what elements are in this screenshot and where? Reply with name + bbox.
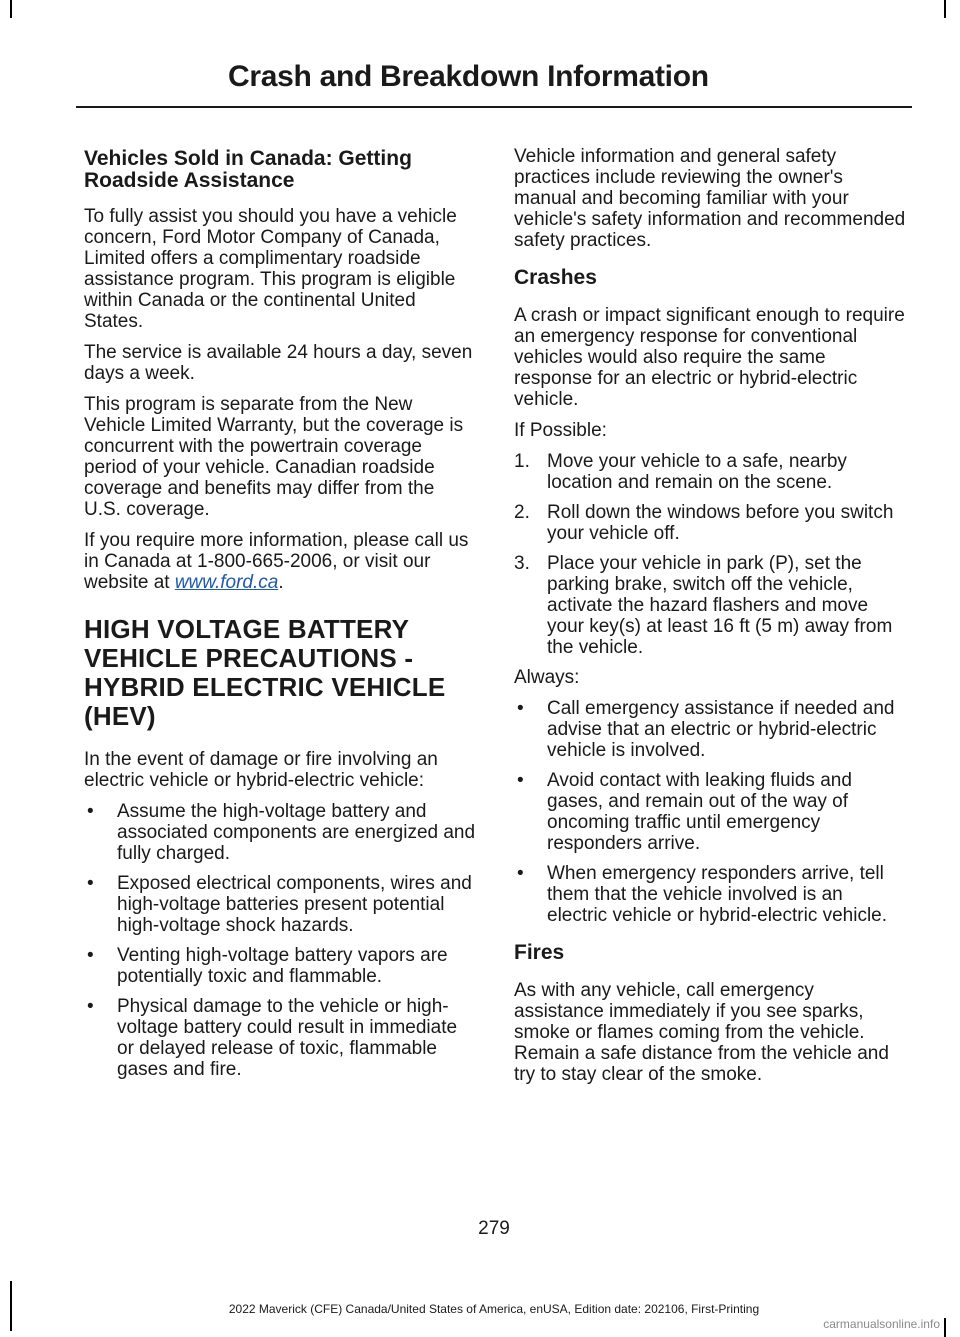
contact-text: If you require more information, please call us in Canada at 1-800-665-2006, or visit our website at bbox=[84, 530, 469, 593]
right-column bbox=[514, 146, 906, 1095]
list-item-text: Assume the high-voltage battery and associated components are energized and fully charged. bbox=[117, 801, 476, 864]
hev-precautions-heading: HIGH VOLTAGE BATTERY VEHICLE PRECAUTIONS - HYBRID ELECTRIC VEHICLE (HEV) bbox=[84, 614, 446, 731]
if-possible-label: If Possible: bbox=[514, 420, 607, 441]
roadside-assistance-heading: Vehicles Sold in Canada: Getting Roadside Assistance bbox=[84, 147, 412, 192]
contact-paragraph bbox=[84, 530, 476, 593]
page-number: 279 bbox=[478, 1218, 510, 1239]
page-title: Crash and Breakdown Information bbox=[228, 60, 709, 93]
step-number: 3. bbox=[514, 553, 530, 574]
list-item-text: Avoid contact with leaking fluids and gases, and remain out of the way of oncoming traffic until emergency responders arrive. bbox=[547, 770, 852, 854]
list-item bbox=[84, 996, 476, 1080]
step-number: 1. bbox=[514, 451, 530, 472]
crop-mark bbox=[10, 0, 12, 18]
header-rule bbox=[76, 106, 912, 108]
paragraph: In the event of damage or fire involving an electric vehicle or hybrid-electric vehicle: bbox=[84, 749, 438, 791]
ford-website-link[interactable]: www.ford.ca bbox=[174, 572, 279, 593]
list-item bbox=[84, 873, 476, 936]
always-bullet-list bbox=[514, 698, 906, 926]
left-column bbox=[84, 146, 476, 1089]
contact-text-end: . bbox=[278, 572, 284, 593]
bullet-marker: • bbox=[517, 863, 524, 884]
always-label: Always: bbox=[514, 667, 580, 688]
bullet-marker: • bbox=[87, 873, 94, 894]
edition-footer: 2022 Maverick (CFE) Canada/United States of America, enUSA, Edition date: 202106, First-Printing bbox=[228, 1302, 760, 1316]
list-item-text: Physical damage to the vehicle or high-voltage battery could result in immediate or delayed release of toxic, flammable gases and fire. bbox=[117, 996, 458, 1080]
crash-steps-list bbox=[514, 451, 906, 658]
fires-heading: Fires bbox=[514, 941, 565, 964]
paragraph: This program is separate from the New Vehicle Limited Warranty, but the coverage is concurrent with the powertrain coverage period of your vehicle. Canadian roadside coverage and benefits may differ from the U.S. coverage. bbox=[84, 394, 464, 520]
paragraph: To fully assist you should you have a vehicle concern, Ford Motor Company of Canada, Limited offers a complimentary roadside assistance program. This program is eligible within Canada or the continental United States. bbox=[84, 206, 457, 332]
bullet-marker: • bbox=[87, 801, 94, 822]
list-item bbox=[514, 502, 906, 544]
crop-mark bbox=[944, 0, 946, 18]
crop-mark bbox=[944, 1318, 946, 1337]
list-item bbox=[514, 698, 906, 761]
list-item-text: Exposed electrical components, wires and high-voltage batteries present potential high-voltage shock hazards. bbox=[117, 873, 472, 936]
crashes-heading: Crashes bbox=[514, 266, 597, 289]
paragraph: Vehicle information and general safety practices include reviewing the owner's manual and becoming familiar with your vehicle's safety information and recommended safety practices. bbox=[514, 146, 906, 251]
paragraph: As with any vehicle, call emergency assistance immediately if you see sparks, smoke or flames coming from the vehicle. Remain a safe distance from the vehicle and try to stay clear of the smoke. bbox=[514, 980, 889, 1085]
bullet-marker: • bbox=[87, 996, 94, 1017]
list-item-text: Place your vehicle in park (P), set the parking brake, switch off the vehicle, activate the hazard flashers and move your key(s) at least 16 ft (5 m) away from the vehicle. bbox=[547, 553, 893, 658]
bullet-marker: • bbox=[517, 698, 524, 719]
list-item-text: Move your vehicle to a safe, nearby location and remain on the scene. bbox=[547, 451, 847, 493]
list-item bbox=[514, 770, 906, 854]
bullet-marker: • bbox=[87, 945, 94, 966]
list-item bbox=[84, 945, 476, 987]
bullet-marker: • bbox=[517, 770, 524, 791]
list-item-text: When emergency responders arrive, tell them that the vehicle involved is an electric vehicle or hybrid-electric vehicle. bbox=[547, 863, 888, 926]
watermark: carmanualsonline.info bbox=[823, 1317, 940, 1331]
hev-bullet-list bbox=[84, 801, 476, 1080]
list-item-text: Call emergency assistance if needed and advise that an electric or hybrid-electric vehicle is involved. bbox=[547, 698, 895, 761]
step-number: 2. bbox=[514, 502, 530, 523]
list-item bbox=[514, 863, 906, 926]
list-item bbox=[514, 451, 906, 493]
list-item bbox=[514, 553, 906, 658]
list-item-text: Venting high-voltage battery vapors are potentially toxic and flammable. bbox=[117, 945, 448, 987]
list-item-text: Roll down the windows before you switch your vehicle off. bbox=[547, 502, 894, 544]
paragraph: The service is available 24 hours a day, seven days a week. bbox=[84, 342, 473, 384]
paragraph: A crash or impact significant enough to require an emergency response for conventional vehicles would also require the same response for an electric or hybrid-electric vehicle. bbox=[514, 305, 905, 410]
list-item bbox=[84, 801, 476, 864]
